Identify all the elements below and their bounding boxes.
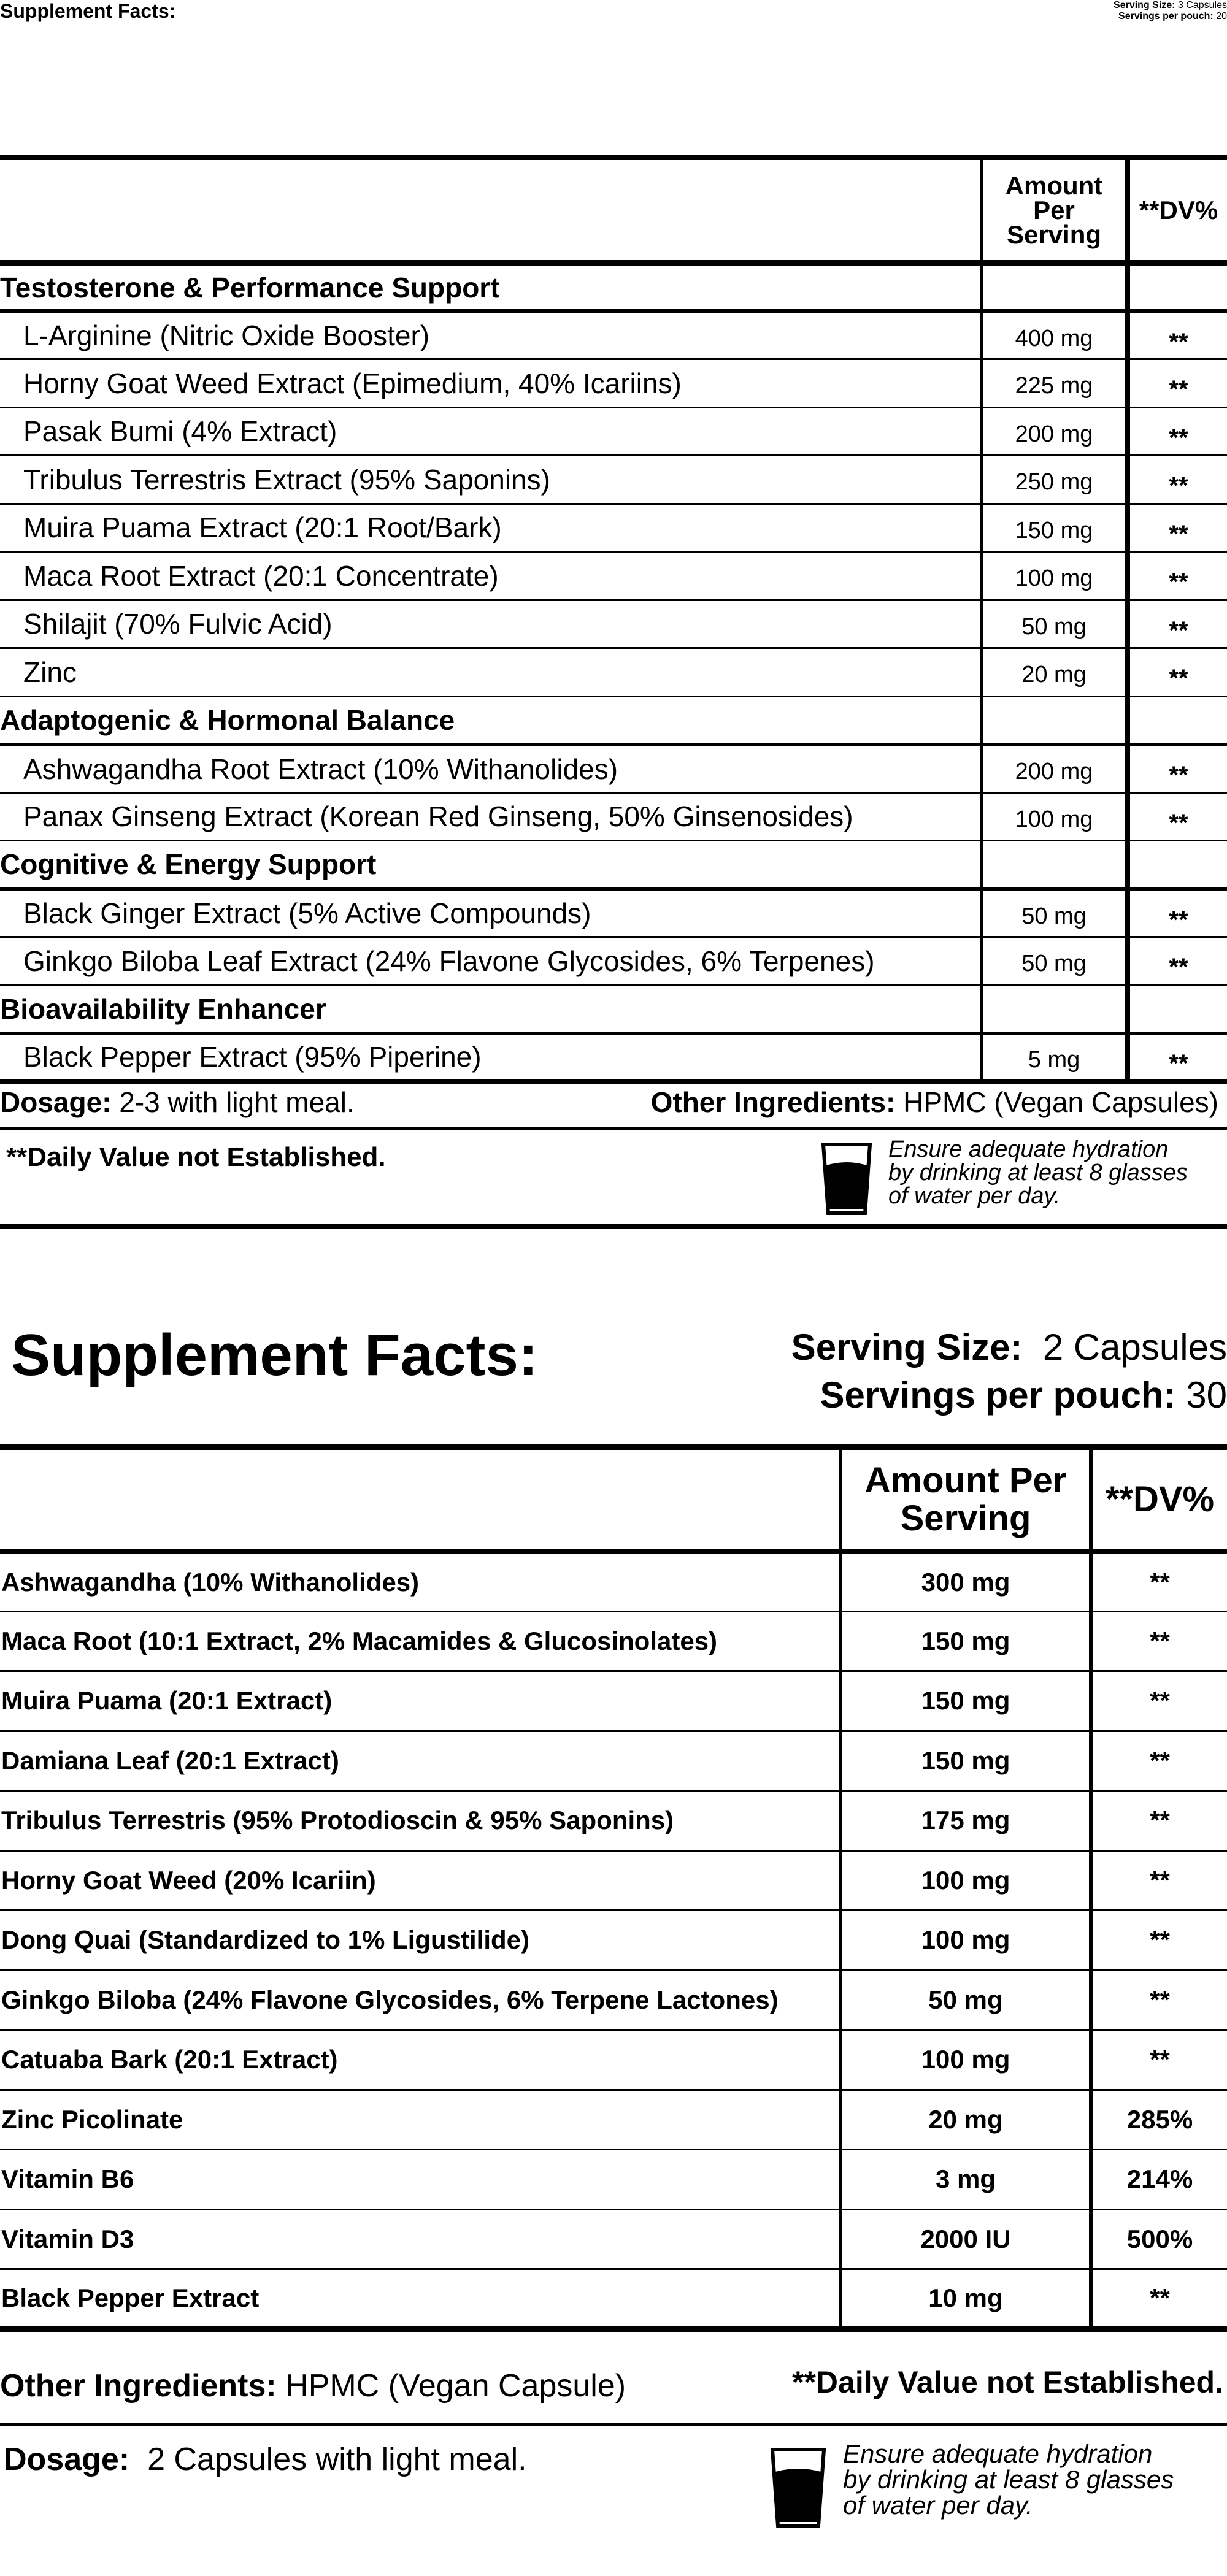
ingredient-amount <box>982 985 1128 1033</box>
ingredient-dv <box>1128 696 1227 745</box>
ingredient-name: Ashwagandha (10% Withanolides) <box>0 1552 840 1612</box>
ingredient-name: Ginkgo Biloba Leaf Extract (24% Flavone Glycosides, 6% Terpenes) <box>0 937 982 986</box>
ingredient-name: Catuaba Bark (20:1 Extract) <box>0 2030 840 2090</box>
ingredient-dv <box>1128 263 1227 312</box>
panel1-dosage: Dosage: 2-3 with light meal. <box>0 1086 355 1118</box>
ingredient-dv: ** <box>1091 1791 1227 1851</box>
table-row <box>0 504 1227 552</box>
ingredient-dv: 500% <box>1091 2209 1227 2269</box>
ingredient-name: Dong Quai (Standardized to 1% Ligustilide) <box>0 1911 840 1971</box>
ingredient-dv <box>1128 985 1227 1033</box>
ingredient-name: Black Ginger Extract (5% Active Compounds) <box>0 889 982 937</box>
water-glass-icon <box>821 1142 872 1216</box>
ingredient-name: Maca Root (10:1 Extract, 2% Macamides & Glucosinolates) <box>0 1611 840 1671</box>
panel1-serving-size: Serving Size: 3 Capsules <box>1114 0 1227 10</box>
ingredient-amount: 20 mg <box>840 2090 1091 2150</box>
ingredient-dv: ** <box>1128 937 1227 986</box>
ingredient-name: Tribulus Terrestris Extract (95% Saponins) <box>0 456 982 504</box>
ingredient-name: Zinc Picolinate <box>0 2090 840 2150</box>
table-row <box>0 1552 1227 1612</box>
ingredient-name: Black Pepper Extract (95% Piperine) <box>23 1041 482 1073</box>
table-row <box>0 552 1227 600</box>
panel2-dv-note: **Daily Value not Established. <box>791 2365 1223 2399</box>
ingredient-amount: 5 mg <box>982 1033 1128 1082</box>
ingredient-name: Zinc <box>0 648 982 697</box>
ingredient-amount: 100 mg <box>982 792 1128 841</box>
ingredient-amount: 200 mg <box>982 745 1128 793</box>
panel2-dosage: Dosage: 2 Capsules with light meal. <box>4 2442 527 2477</box>
ingredient-amount: 200 mg <box>982 407 1128 456</box>
table-row <box>0 792 1227 841</box>
ingredient-name: Vitamin B6 <box>0 2150 840 2210</box>
table-row <box>0 937 1227 986</box>
section-header-row <box>0 696 1227 745</box>
ingredient-amount: 100 mg <box>840 2030 1091 2090</box>
ingredient-amount: 3 mg <box>840 2150 1091 2210</box>
ingredient-amount: 175 mg <box>840 1791 1091 1851</box>
ingredient-amount: 50 mg <box>982 889 1128 937</box>
ingredient-dv: ** <box>1128 456 1227 504</box>
ingredient-name: Ginkgo Biloba (24% Flavone Glycosides, 6% Terpene Lactones) <box>0 1970 840 2030</box>
ingredient-dv: 285% <box>1091 2090 1227 2150</box>
table-row <box>0 1791 1227 1851</box>
ingredient-name: Pasak Bumi (4% Extract) <box>0 407 982 456</box>
table-row <box>0 600 1227 648</box>
ingredient-dv: ** <box>1128 311 1227 359</box>
section-title: Testosterone & Performance Support <box>0 263 982 312</box>
ingredient-dv: ** <box>1128 552 1227 600</box>
ingredient-amount: 50 mg <box>982 937 1128 986</box>
table-row <box>0 1671 1227 1731</box>
panel2-table-header <box>0 1447 1227 1552</box>
table-row <box>0 648 1227 697</box>
ingredient-amount <box>982 263 1128 312</box>
table-row <box>0 1033 1227 1082</box>
panel2-header-blank <box>0 1447 840 1552</box>
ingredient-dv: ** <box>1091 1552 1227 1612</box>
ingredient-dv: ** <box>1128 792 1227 841</box>
table-row <box>0 2090 1227 2150</box>
ingredient-dv: ** <box>1128 359 1227 408</box>
section-title: Bioavailability Enhancer <box>0 985 982 1033</box>
table-row <box>0 745 1227 793</box>
panel1-dv-note: **Daily Value not Established. <box>6 1142 386 1172</box>
ingredient-name: Muira Puama Extract (20:1 Root/Bark) <box>0 504 982 552</box>
ingredient-dv: ** <box>1128 600 1227 648</box>
panel2-serving-size: Serving Size: 2 Capsules <box>791 1327 1227 1368</box>
ingredient-name: Black Pepper Extract <box>1 2283 260 2312</box>
panel2-hydration-note: Ensure adequate hydration by drinking at least 8 glasses of water per day. <box>843 2439 1174 2520</box>
ingredient-name: Ashwagandha Root Extract (10% Withanolides) <box>0 745 982 793</box>
ingredient-dv: ** <box>1091 1970 1227 2030</box>
panel1-servings-per-pouch: Servings per pouch: 20 <box>1118 11 1227 21</box>
panel1-serving-info <box>1114 0 1227 22</box>
ingredient-name: Panax Ginseng Extract (Korean Red Ginseng, 50% Ginsenosides) <box>0 792 982 841</box>
ingredient-dv: ** <box>1128 407 1227 456</box>
panel2-header-dv: **DV% <box>1091 1447 1227 1552</box>
ingredient-dv: ** <box>1091 1911 1227 1971</box>
water-glass-icon <box>770 2447 826 2528</box>
table-row <box>0 359 1227 408</box>
panel1-hydration-note: Ensure adequate hydration by drinking at least 8 glasses of water per day. <box>888 1137 1188 1209</box>
ingredient-amount <box>982 841 1128 889</box>
ingredient-amount: 50 mg <box>982 600 1128 648</box>
ingredient-name: Horny Goat Weed (20% Icariin) <box>0 1850 840 1911</box>
ingredient-dv: ** <box>1091 1611 1227 1671</box>
ingredient-dv: ** <box>1091 1671 1227 1731</box>
table-row <box>0 1850 1227 1911</box>
table-row <box>0 407 1227 456</box>
panel1-facts-table <box>0 155 1227 1084</box>
divider <box>0 1224 1227 1229</box>
ingredient-dv: ** <box>1128 648 1227 697</box>
section-title: Cognitive & Energy Support <box>0 841 982 889</box>
ingredient-amount: 400 mg <box>982 311 1128 359</box>
ingredient-dv: ** <box>1128 504 1227 552</box>
panel1-title: Supplement Facts: <box>0 0 176 22</box>
ingredient-amount: 150 mg <box>840 1611 1091 1671</box>
table-row <box>0 889 1227 937</box>
ingredient-dv: 214% <box>1091 2150 1227 2210</box>
divider <box>0 1127 1227 1130</box>
ingredient-dv: ** <box>1091 1850 1227 1911</box>
table-row <box>0 1911 1227 1971</box>
section-title: Adaptogenic & Hormonal Balance <box>0 696 982 745</box>
ingredient-name: Muira Puama (20:1 Extract) <box>0 1671 840 1731</box>
ingredient-name: Maca Root Extract (20:1 Concentrate) <box>0 552 982 600</box>
ingredient-dv: ** <box>1091 2030 1227 2090</box>
table-row <box>0 2209 1227 2269</box>
section-header-row <box>0 841 1227 889</box>
ingredient-dv: ** <box>1169 1049 1188 1077</box>
section-header-row <box>0 263 1227 312</box>
ingredient-amount: 150 mg <box>982 504 1128 552</box>
ingredient-amount: 300 mg <box>840 1552 1091 1612</box>
ingredient-amount: 250 mg <box>982 456 1128 504</box>
ingredient-dv: ** <box>1128 889 1227 937</box>
ingredient-name: Vitamin D3 <box>0 2209 840 2269</box>
ingredient-dv: ** <box>1091 1731 1227 1791</box>
ingredient-amount: 2000 IU <box>840 2209 1091 2269</box>
table-row <box>0 2030 1227 2090</box>
ingredient-amount: 20 mg <box>982 648 1128 697</box>
ingredient-amount: 100 mg <box>840 1911 1091 1971</box>
ingredient-amount: 50 mg <box>840 1970 1091 2030</box>
ingredient-amount: 150 mg <box>840 1731 1091 1791</box>
panel2-servings-per-pouch: Servings per pouch: 30 <box>820 1374 1227 1416</box>
divider <box>0 2423 1227 2426</box>
table-row <box>0 311 1227 359</box>
panel1-table-header <box>0 158 1227 263</box>
ingredient-name: Horny Goat Weed Extract (Epimedium, 40% Icariins) <box>0 359 982 408</box>
table-row <box>0 1731 1227 1791</box>
panel1-header-amount: Amount Per Serving <box>982 158 1128 263</box>
ingredient-name: Damiana Leaf (20:1 Extract) <box>0 1731 840 1791</box>
panel1-header-blank <box>0 158 982 263</box>
panel2-header-amount: Amount Per Serving <box>840 1447 1091 1552</box>
ingredient-dv: ** <box>1150 2283 1170 2312</box>
panel2-title: Supplement Facts: <box>11 1322 538 1388</box>
table-row <box>0 1970 1227 2030</box>
ingredient-amount: 225 mg <box>982 359 1128 408</box>
ingredient-amount: 100 mg <box>982 552 1128 600</box>
panel2-facts-table <box>0 1444 1227 2332</box>
ingredient-amount <box>982 696 1128 745</box>
panel2-other-ingredients: Other Ingredients: HPMC (Vegan Capsule) <box>0 2368 626 2404</box>
ingredient-amount: 100 mg <box>840 1850 1091 1911</box>
ingredient-name: Shilajit (70% Fulvic Acid) <box>0 600 982 648</box>
table-row <box>0 1611 1227 1671</box>
panel1-header-dv: **DV% <box>1128 158 1227 263</box>
ingredient-amount: 150 mg <box>840 1671 1091 1731</box>
ingredient-dv: ** <box>1128 745 1227 793</box>
section-header-row <box>0 985 1227 1033</box>
ingredient-name: Tribulus Terrestris (95% Protodioscin & 95% Saponins) <box>0 1791 840 1851</box>
ingredient-amount: 10 mg <box>840 2269 1091 2329</box>
ingredient-dv <box>1128 841 1227 889</box>
table-row <box>0 2269 1227 2329</box>
panel2-serving-info <box>791 1324 1227 1419</box>
panel1-other-ingredients: Other Ingredients: HPMC (Vegan Capsules) <box>650 1086 1218 1118</box>
table-row <box>0 2150 1227 2210</box>
ingredient-name: L-Arginine (Nitric Oxide Booster) <box>0 311 982 359</box>
table-row <box>0 456 1227 504</box>
